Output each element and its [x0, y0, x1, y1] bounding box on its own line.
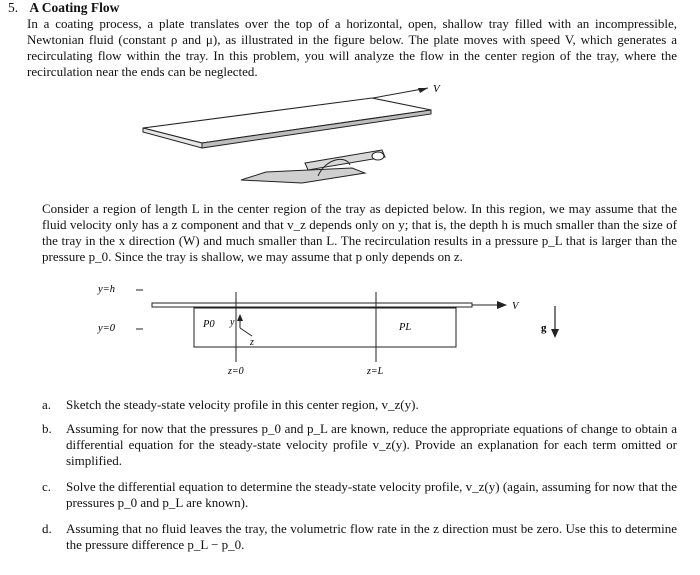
part-c-label: c. [42, 479, 52, 494]
zl-label: z=L [367, 366, 384, 377]
part-d-label: d. [42, 521, 52, 536]
part-a-label: a. [42, 397, 52, 412]
part-c-text: Solve the differential equation to determine the steady-state velocity profile, v_z(y) (again, assuming for now that the pressures p_0 and p_L are known). [66, 479, 677, 510]
y-axis-label: y [230, 317, 235, 328]
question-title: A Coating Flow [29, 0, 120, 15]
z-axis-arrow [240, 328, 252, 336]
moving-plate [152, 303, 472, 307]
pl-label: PL [399, 322, 412, 333]
plate-velocity-label-2: V [512, 301, 519, 312]
plate-velocity-arrowhead-2 [497, 301, 507, 309]
part-c [42, 479, 677, 511]
question-number: 5. [8, 0, 19, 15]
region-paragraph: Consider a region of length L in the center region of the tray as depicted below. In this region, we may assume that the fluid velocity only has a z component and that v_z depends only on y; that is, the depth h is much smaller than the size of the tray in the x direction (W) and much smaller than L. The recirculation results in a pressure p_L that is larger than the pressure p_0. Since the tray is shallow, we may assume that p only depends on z. [42, 201, 677, 264]
y-axis-arrowhead [237, 314, 243, 321]
gravity-arrowhead [551, 329, 559, 338]
part-b-text: Assuming for now that the pressures p_0 and p_L are known, reduce the appropriate equations of change to obtain a differential equation for the steady-state velocity profile v_z(y). Provide an explanation for each term omitted or simplified. [66, 421, 677, 468]
part-b [42, 421, 677, 469]
y-top-label: y=h [98, 284, 115, 295]
z-axis-label: z [250, 337, 254, 348]
part-list [42, 397, 677, 553]
part-d [42, 521, 677, 553]
plate-velocity-label: V [433, 83, 440, 95]
intro-paragraph: In a coating process, a plate translates over the top of a horizontal, open, shallow tray filled with an incompressible, Newtonian fluid (constant ρ and μ), as illustrated in the figure below. The plate moves with speed V, which generates a recirculating flow within the tray. In this problem, you will analyze the flow in the center region of the tray, where the recirculation near the ends can be neglected. [27, 16, 677, 79]
part-a [42, 397, 677, 413]
part-d-text: Assuming that no fluid leaves the tray, the volumetric flow rate in the z direction must be zero. Use this to determine the pressure difference p_L − p_0. [66, 521, 677, 552]
gravity-label: g [541, 322, 547, 334]
part-a-text: Sketch the steady-state velocity profile in this center region, v_z(y). [66, 397, 419, 412]
p0-label: P0 [203, 319, 215, 330]
y-bottom-label: y=0 [98, 323, 115, 334]
z0-label: z=0 [228, 366, 244, 377]
part-b-label: b. [42, 421, 52, 436]
